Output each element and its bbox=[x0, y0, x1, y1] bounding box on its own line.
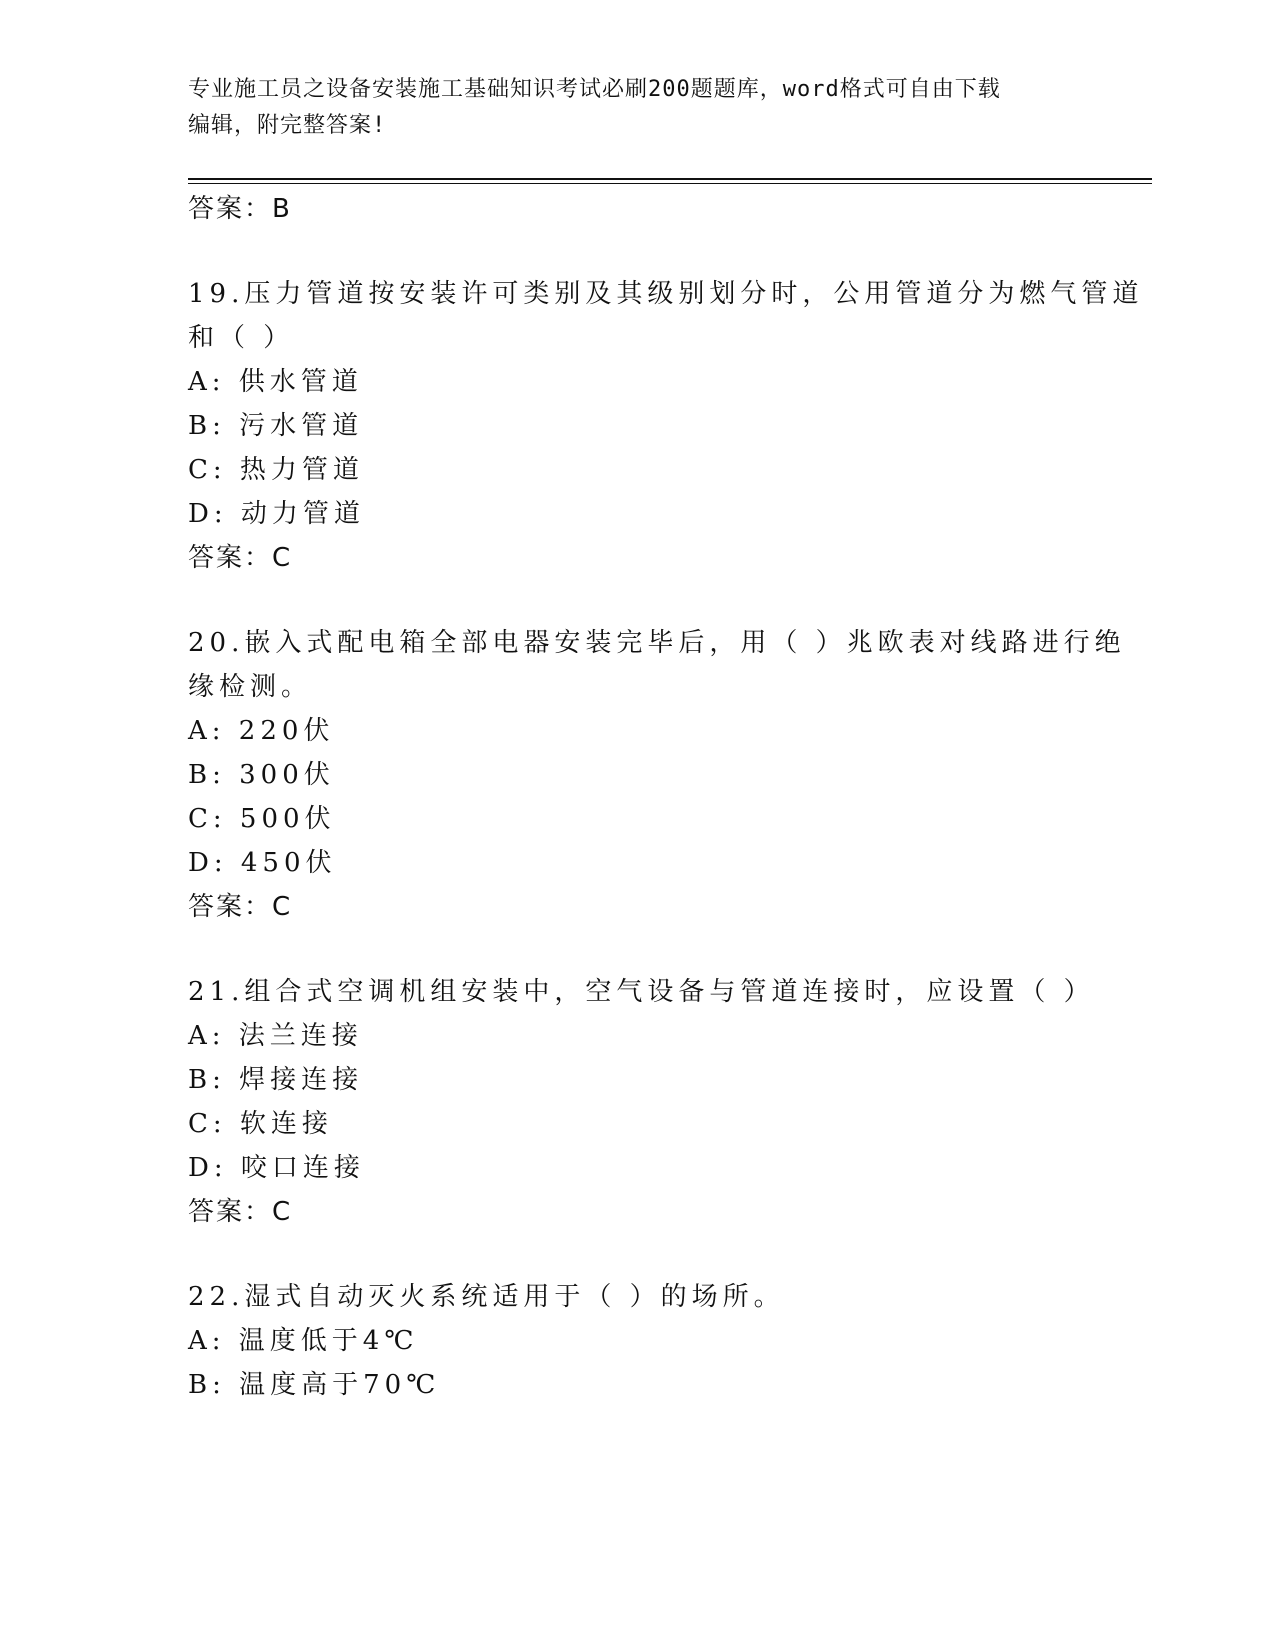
answer-q19: 答案：C bbox=[188, 543, 293, 573]
question-21-option-d: D: 咬口连接 bbox=[188, 1153, 365, 1183]
question-20-stem-line-2: 缘检测。 bbox=[188, 672, 313, 702]
header-line-2: 编辑，附完整答案! bbox=[188, 113, 387, 138]
question-22-stem-line-1: 22.湿式自动灭火系统适用于（ ）的场所。 bbox=[188, 1282, 785, 1312]
answer-q21: 答案：C bbox=[188, 1197, 293, 1227]
question-19-option-c: C: 热力管道 bbox=[188, 455, 364, 485]
header-divider-thick bbox=[188, 178, 1152, 180]
question-19-option-b: B: 污水管道 bbox=[188, 411, 364, 441]
question-20-option-d: D: 450伏 bbox=[188, 848, 337, 878]
question-21-option-c: C: 软连接 bbox=[188, 1109, 333, 1139]
question-21-option-b: B: 焊接连接 bbox=[188, 1065, 364, 1095]
question-19-option-d: D: 动力管道 bbox=[188, 499, 365, 529]
answer-q20: 答案：C bbox=[188, 892, 293, 922]
question-22-option-a: A: 温度低于4℃ bbox=[188, 1326, 419, 1356]
question-20-option-b: B: 300伏 bbox=[188, 760, 335, 790]
question-20-option-a: A: 220伏 bbox=[188, 716, 335, 746]
question-21-option-a: A: 法兰连接 bbox=[188, 1021, 363, 1051]
question-20-stem-line-1: 20.嵌入式配电箱全部电器安装完毕后，用（ ）兆欧表对线路进行绝 bbox=[188, 628, 1126, 658]
question-19-stem-line-1: 19.压力管道按安装许可类别及其级别划分时，公用管道分为燃气管道 bbox=[188, 279, 1144, 309]
question-19-option-a: A: 供水管道 bbox=[188, 367, 363, 397]
question-19-stem-line-2: 和（ ） bbox=[188, 323, 295, 353]
answer-q18: 答案：B bbox=[188, 194, 292, 224]
header-divider-thin bbox=[188, 183, 1152, 184]
question-20-option-c: C: 500伏 bbox=[188, 804, 336, 834]
document-header bbox=[188, 72, 1068, 144]
question-21-stem-line-1: 21.组合式空调机组安装中，空气设备与管道连接时，应设置（ ） bbox=[188, 977, 1095, 1007]
header-line-1: 专业施工员之设备安装施工基础知识考试必刷200题题库，word格式可自由下载 bbox=[188, 77, 1001, 102]
question-22-option-b: B: 温度高于70℃ bbox=[188, 1370, 441, 1400]
